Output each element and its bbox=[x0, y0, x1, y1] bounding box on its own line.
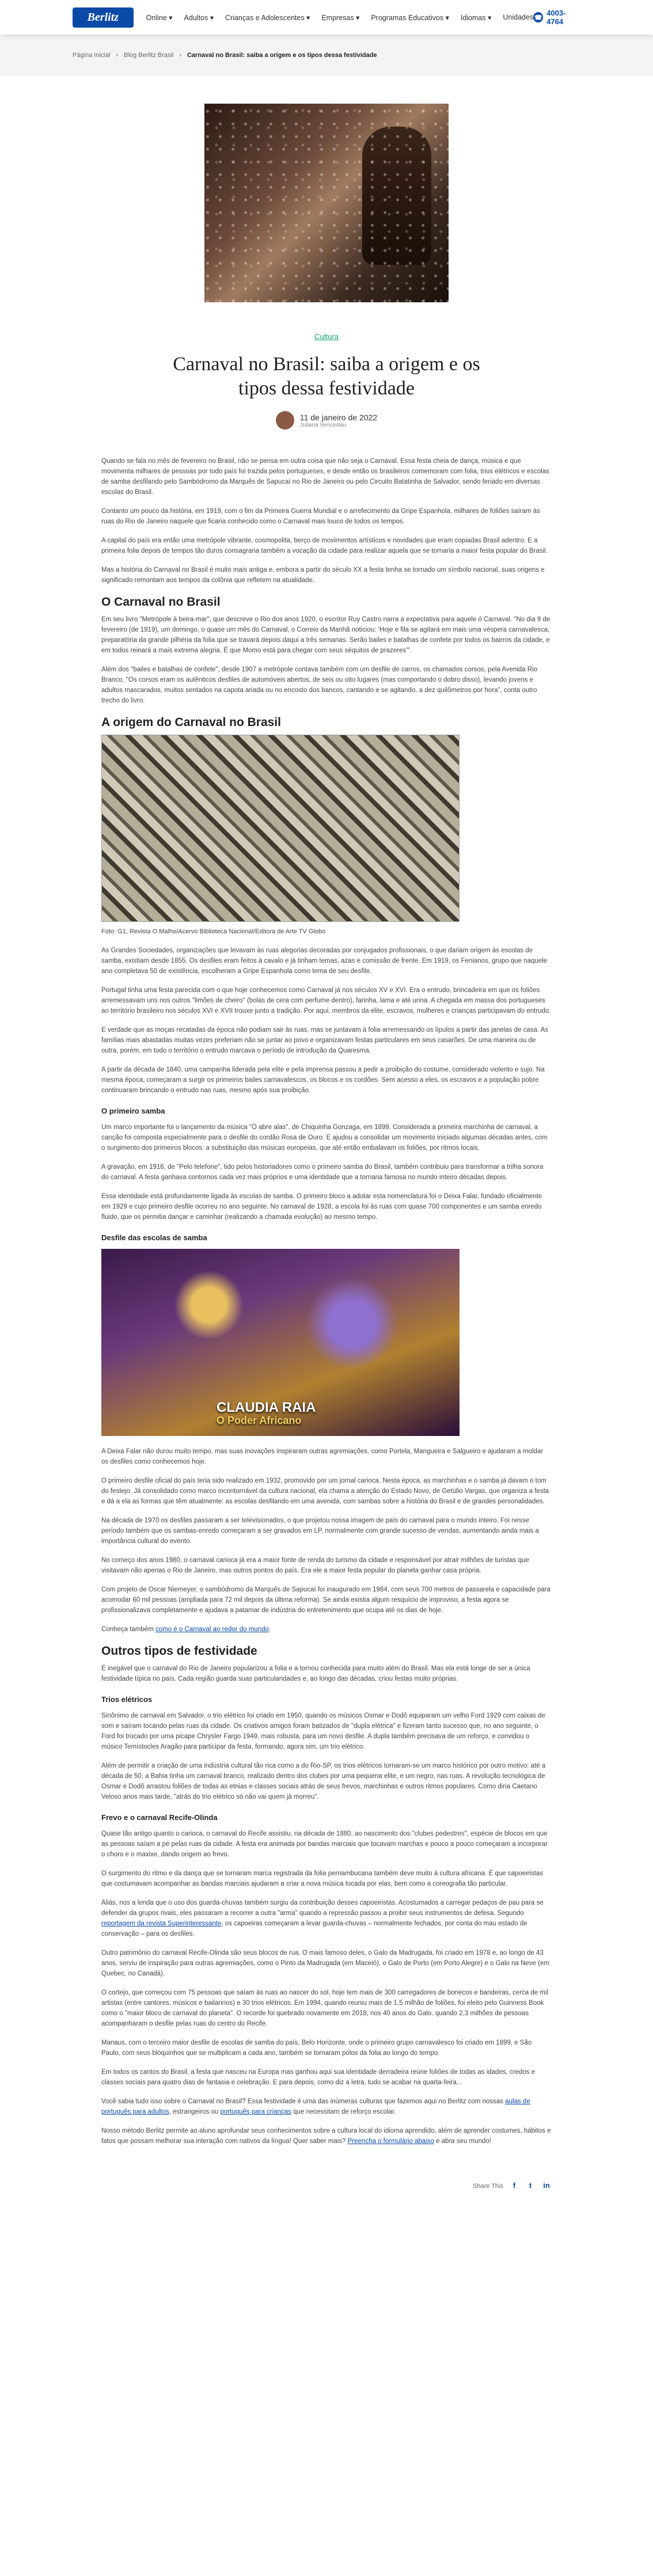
paragraph: Quase tão antigo quanto o carioca, o carnaval do Recife assistiu, na década de 1880, ao nascimento dos "clubes pedestres", espécie de blocos em que as pessoas saíam a pé pelas ruas da cidade. A festa era animada por bandas marciais que tocavam marchas e pouco a pouco começaram a incorporar o choro e o maxixe, dando origem ao frevo. bbox=[101, 1830, 548, 1858]
avatar bbox=[276, 411, 294, 430]
berlitz-logo[interactable]: Berlitz bbox=[73, 7, 134, 28]
share-bar bbox=[101, 2181, 552, 2191]
nav-criancas[interactable]: Crianças e Adolescentes ▾ bbox=[225, 13, 310, 22]
paragraph: Em todos os cantos do Brasil, a festa que nasceu na Europa mas ganhou aqui sua identidade derradeira reúne foliões de todas as idades, credos e classes sociais para quatro dias de fantasia e celebração. E para depois, como diz a letra, tudo se acabar na quarta-feira... bbox=[101, 2069, 536, 2086]
nav-unidades[interactable]: Unidades bbox=[503, 13, 534, 21]
text: e abra seu mundo! bbox=[434, 2138, 491, 2145]
paragraph: A Deixa Falar não durou muito tempo, mas suas inovações inspiraram outras agremiações, como Portela, Mangueira e Salgueiro e ajudaram a moldar os desfiles como conhecemos hoje. bbox=[101, 1448, 544, 1465]
form-link[interactable]: Preencha o formulário abaixo bbox=[347, 2138, 434, 2145]
linkedin-icon[interactable]: in bbox=[543, 2181, 550, 2190]
paragraph: Quando se fala no mês de fevereiro no Brasil, não se pensa em outra coisa que não seja o Carnaval. Essa festa cheia de dança, música e que movimenta milhares de pessoas por todo país foi trazida pelos portugueses, e desde então os brasileiros comemoram com folia, trios elétricos e escolas de samba desfilando pelo Sambódromo da Marquês de Sapucaí no Rio de Janeiro ou pelo Circuito Batatinha de Salvador, sendo feriado em diversas escolas do Brasil. bbox=[101, 458, 549, 496]
nav-idiomas[interactable]: Idiomas ▾ bbox=[460, 13, 492, 22]
paragraph: Além dos "bailes e batalhas de confete", desde 1907 a metrópole contava também com um desfile de carros, os chamados corsos, pela Avenida Rio Branco. "Os corsos eram os autênticos desfiles de automóveis abertos, de seis ou oito lugares (mas comportando o dobro disso), levando jovens e adultos mascarados, muitos sentados na capota ariada ou no encosto dos bancos, cantando e se agitando, a dez quilômetros por hora", conta outro trecho do livro. bbox=[101, 666, 538, 704]
share-label: Share This bbox=[473, 2183, 503, 2190]
paragraph: Manaus, com o terceiro maior desfile de escolas de samba do país, Belo Horizonte, onde o primeiro grupo carnavalesco foi criado em 1899, e São Paulo, com seus blóquinhos que se multiplicam a cada ano, também se tornaram pólos da folia ao longo do tempo. bbox=[101, 2039, 532, 2057]
text: Conheça também bbox=[101, 1626, 155, 1633]
section-heading: Outros tipos de festividade bbox=[101, 1644, 257, 1658]
article-body bbox=[101, 456, 552, 2146]
phone-icon: ☎ bbox=[533, 12, 543, 22]
phone-number: 4003-4764 bbox=[546, 9, 566, 26]
paragraph bbox=[101, 2096, 552, 2117]
breadcrumb-separator: › bbox=[116, 52, 119, 59]
breadcrumb-separator: › bbox=[179, 52, 181, 59]
paragraph: A capital do país era então uma metrópole vibrante, cosmopolita, berço de movimentos artísticos e novidades que eram copiadas Brasil adentro. E a primeira folia depois de tempos tão duros consagraria também a vocação da cidade para realizar aquela que se tornaria a maior festa popular do Brasil. bbox=[101, 537, 548, 554]
parade-photo bbox=[101, 1249, 460, 1436]
paragraph: A gravação, em 1916, de "Pelo telefone", tido pelos historiadores como o primeiro samba do Brasil, também contribuiu para transformar a trilha sonora do carnaval. A festa ganhava contornos cada vez mais próprios e uma identidade que a tornaria famosa no mundo inteiro décadas depois. bbox=[101, 1164, 544, 1181]
site-header bbox=[0, 0, 653, 35]
paragraph: O cortejo, que começou com 75 pessoas que saíam às ruas ao nascer do sol, hoje tem mais de 300 carregadores de bonecos e bandeiras, cerca de mil artistas (entre cantores, músicos e bailarinos) e 30 trios elétricos. Em 1994, quando reuniu mais de 1,5 milhão de foliões, foi eleito pelo Guinness Book como o "maior bloco de carnaval do planeta". O recorde foi quebrado novamente em 2018, nos 40 anos do Galo, quando 2,3 milhões de pessoas acompanharam o desfile pelas ruas do centro do Recife. bbox=[101, 1989, 549, 2027]
breadcrumb-home[interactable]: Página Inicial bbox=[73, 52, 111, 59]
main-nav bbox=[146, 13, 534, 22]
category-link[interactable]: Cultura bbox=[314, 332, 339, 341]
nav-empresas[interactable]: Empresas ▾ bbox=[321, 13, 360, 22]
paragraph bbox=[101, 1898, 552, 1939]
publish-date: 11 de janeiro de 2022 bbox=[299, 412, 378, 422]
text: , estrangeiros ou bbox=[169, 2108, 221, 2115]
text: que necessitam de reforço escolar. bbox=[291, 2108, 396, 2115]
paragraph: É inegável que o carnaval do Rio de Janeiro popularizou a folia e a tornou conhecida para muito além do Brasil. Mas ela está longe de ser a única festividade típica no país. Cada região guarda suas particularidades e, ao longo das décadas, criou festas muito próprias. bbox=[101, 1665, 530, 1682]
twitter-icon[interactable]: t bbox=[529, 2181, 532, 2190]
paragraph: Portugal tinha uma festa parecida com o que hoje conhecemos como Carnaval já nos séculos XV e XVI. Era o entrudo, brincadeira em que os foliões arremessavam uns nos outros "limões de cheiro" (bolas de cera com perfume dentro), farinha, lama e até urina. A chegada em massa dos portugueses ao território brasileiro nos séculos XVI e XVII trouxe junto a tradição. Por aqui, membros da elite, escravos, mulheres e crianças participavam do entrudo. bbox=[101, 987, 551, 1015]
paragraph: Contanto um pouco da história, em 1919, com o fim da Primeira Guerra Mundial e o arrefecimento da Gripe Espanhola, milhares de foliões saíram às ruas do Rio de Janeiro naquele que ficaria conhecido como o Carnaval mais louco de todos os tempos. bbox=[101, 508, 540, 525]
text: Você sabia tudo isso sobre o Carnaval no Brasil? Essa festividade é uma das inúmeras culturas que fazemos aqui no Berlitz com nossas bbox=[101, 2098, 506, 2105]
photo-overlay-title: CLAUDIA RAIA bbox=[217, 1400, 316, 1415]
superinteressante-link[interactable]: reportagem da revista Superinteressante bbox=[101, 1920, 222, 1927]
nav-online[interactable]: Online ▾ bbox=[146, 13, 173, 22]
page-title: Carnaval no Brasil: saiba a origem e os tipos dessa festividade bbox=[173, 354, 480, 399]
nav-programas[interactable]: Programas Educativos ▾ bbox=[371, 13, 449, 22]
subsection-heading: Trios elétricos bbox=[101, 1695, 153, 1704]
category bbox=[0, 332, 653, 341]
paragraph: Mas a história do Carnaval no Brasil é muito mais antiga e, embora a partir do século XX a festa tenha se tornado um símbolo nacional, suas origens e significado remontam aos tempos da colônia que refletem na atualidade. bbox=[101, 567, 545, 584]
historic-photo bbox=[101, 735, 460, 922]
breadcrumb bbox=[0, 35, 653, 76]
paragraph: O surgimento do ritmo e da dança que se tornaram marca registrada da folia pernambucana também deve muito à cultura africana. É que capoeiristas que costumavam acompanhar as bandas marciais ajudaram a criar a nova música tocada por elas, bem como a coreografia tão particular. bbox=[101, 1870, 544, 1887]
text: Aliás, nos a lenda que o uso dos guarda-chuvas também surgiu da contribuição desses capoeiristas. Acostumados a carregar pedaços de pau para se defender da grupos rivais, eles passaram a recorrer a outra "arma" quando a repressão passou a proibir seus instrumentos de defesa. Segundo bbox=[101, 1899, 544, 1917]
paragraph: Outro patrimônio do carnaval Recife-Olinda são seus blocos de rua. O mais famoso deles, o Galo da Madrugada, foi criado em 1978 e, ao longo de 43 anos, serviu de inspiração para outras agremiações, como o Pinto da Madrugada (em Maceió), o Galo de Porto (em Porto Alegre) e o Galo na Neve (em Quebec, no Canadá). bbox=[101, 1950, 549, 1977]
subsection-heading: O primeiro samba bbox=[101, 1107, 165, 1115]
paragraph: Essa identidade está profundamente ligada às escolas de samba. O primeiro bloco a adotar esta nomenclatura foi o Deixa Falar, fundado oficialmente em 1929 e cujo primeiro desfile ocorreu no ano seguinte. No carnaval de 1928, a escola foi às ruas com quase 700 componentes e um samba enredo fluido, que os permitia dançar e caminhar (realizando a chamada evolução) ao mesmo tempo. bbox=[101, 1193, 542, 1221]
paragraph: Com projeto de Oscar Niemeyer, o sambódromo da Marquês de Sapucaí foi inaugurado em 1984, com seus 700 metros de passarela e capacidade para acomodar 60 mil pessoas (ampliada para 72 mil depois da última reforma). Se ainda existia algum resquício de improviso, a festa agora se profissionalizava completamente e ajudava a patamar de indústria do entretenimento que ocupa até os dias de hoje. bbox=[101, 1586, 551, 1614]
subsection-heading: Desfile das escolas de samba bbox=[101, 1233, 207, 1242]
text: . bbox=[268, 1626, 271, 1633]
carnaval-world-link[interactable]: como é o Carnaval ao redor do mundo bbox=[155, 1626, 269, 1633]
paragraph: No começo dos anos 1980, o carnaval carioca já era a maior fonte de renda do turismo da cidade e responsável por atrair milhões de turistas que visitavam não apenas o Rio de Janeiro, mas outros pontos do país. Era ele a maior festa popular do planeta ganhar casa própria. bbox=[101, 1557, 529, 1574]
paragraph bbox=[101, 1624, 552, 1635]
text: , os capoeiras começaram a levar guarda-chuvas – normalmente fechados, por conta do mau estado de conservação – para os desfiles. bbox=[101, 1920, 527, 1937]
hero-figure bbox=[362, 127, 431, 265]
paragraph: Um marco importante foi o lançamento da música "Ó abre alas", de Chiquinha Gonzaga, em 1899. Considerada a primeira marchinha de carnaval, a canção foi composta especialmente para o desfile do cordão Rosa de Ouro. E ajudou a consolidar um movimento iniciado algumas décadas antes, com o surgimento dos primeiros blocos: a substituição das músicas europeias, que até então embalavam os foliões, por ritmos locais. bbox=[101, 1124, 548, 1152]
paragraph: Sinônimo de carnaval em Salvador, o trio elétrico foi criado em 1950, quando os músicos Osmar e Dodô equiparam um velho Ford 1929 com caixas de som e saíram tocando pelas ruas da cidade. Os criativos amigos foram batizados de "dupla elétrica" e fizeram tanto sucesso que, no ano seguinte, o Ford foi trocado por uma picape Chrysler Fargo 1949, mais robusta, para um novo desfile. A dupla também precisava de um reforço, e convidou o músico Temístocles Aragão para participar da festa, formando, agora sim, um trio elétrico. bbox=[101, 1712, 545, 1750]
section-heading: O Carnaval no Brasil bbox=[101, 595, 221, 609]
paragraph: O primeiro desfile oficial do país teria sido realizado em 1932, promovido por um jornal carioca. Nesta época, as marchinhas e o samba já davam o tom do festejo. Já consolidado como marco incontornável da cultura nacional, ela chama a atenção do Estado Novo, de Getúlio Vargas, que organiza a festa e dá a ela as formas que têm atualmente: as escolas desfilando em uma avenida, com sambas sobre a história do Brasil e de grandes personalidades. bbox=[101, 1477, 549, 1505]
subsection-heading: Frevo e o carnaval Recife-Olinda bbox=[101, 1813, 218, 1822]
text: Nosso método Berlitz permite ao aluno aprofundar seus conhecimentos sobre a cultura local do idioma aprendido, além de aprender costumes, hábitos e fatos que possam melhorar sua interação com nativos da língua! Quer saber mais? bbox=[101, 2127, 551, 2145]
author-name[interactable]: Juliana Venceslau bbox=[299, 421, 347, 428]
paragraph: A partir da década de 1840, uma campanha liderada pela elite e pela imprensa passou a pedir a proibição do costume, considerado violento e sujo. Na mesma época, começaram a surgir os primeiros bailes carnavalescos, os blocos e os cordões. Sem acesso a eles, os escravos e a população pobre continuaram brincando o entrudo nas ruas, mesmo após sua proibição. bbox=[101, 1066, 545, 1094]
phone-link[interactable] bbox=[533, 9, 580, 26]
paragraph bbox=[101, 2126, 552, 2146]
breadcrumb-blog[interactable]: Blog Berlitz Brasil bbox=[124, 52, 174, 59]
section-heading: A origem do Carnaval no Brasil bbox=[101, 716, 281, 729]
photo-caption: Foto: G1, Revista O Malho/Acervo Biblioteca Nacional/Editora de Arte TV Globo bbox=[101, 928, 326, 935]
article-meta bbox=[0, 411, 653, 430]
nav-adultos[interactable]: Adultos ▾ bbox=[184, 13, 214, 22]
paragraph: As Grandes Sociedades, organizações que levavam às ruas alegorias decoradas por conjugados profissionais, o que dariam origem às escolas de samba, existiam desde 1855. Os desfiles eram feitos à cavalo e já tinham temas, azas e comissão de frente. Em 1919, os Fenianos, grupo que naquele ano completava 50 de existência, escolheram a Gripe Espanhola como tema de seu desfile. bbox=[101, 947, 548, 975]
paragraph: Na década de 1970 os desfiles passaram a ser televisionados, o que projetou nossa imagem de país do carnaval para o mundo inteiro. Foi nesse período também que os sambas-enredo começaram a ser gravados em LP, normalmente com grande sucesso de vendas, aumentando ainda mais a importância cultural do evento. bbox=[101, 1517, 539, 1545]
hero-image bbox=[204, 104, 449, 302]
paragraph: Além de permitir a criação de uma indústria cultural tão rica como a do Rio-SP, os trios elétricos tornaram-se um marco histórico por outro motivo: até a década de 50, a Bahia tinha um carnaval branco, realizado dentro dos clubes por uma pequena elite, e um negro, nas ruas. A revolução tecnológica de Osmar e Dodô arrastou foliões de todas as etnias e classes sociais atrás de seus frevos, marchinhas e outros ritmos populares. Como diria Caetano Veloso anos mais tarde, "atrás do trio elétrico só não vai quem já morreu". bbox=[101, 1762, 546, 1800]
portuguese-adults-link[interactable]: aulas de português para adultos bbox=[101, 2098, 530, 2115]
facebook-icon[interactable]: f bbox=[512, 2181, 516, 2190]
portuguese-kids-link[interactable]: português para crianças bbox=[220, 2108, 291, 2115]
paragraph: Em seu livro "Metrópole à beira-mar", que descreve o Rio dos anos 1920, o escritor Ruy Castro narra a expectativa para aquele ó Carnaval. "No dia 9 de fevereiro (de 1919), um domingo, o quase um mês do Carnaval, o Correio da Manhã noticiou: 'Hoje e fila se agitará em mais uma véspera carnavalesca, preparatória da grande pilhéria da folia que se travará depois daqui a três semanas. Serão bailes e batalhas de confete por todos os bairros da cidade, e em todos reinará a mais extrema alegria. É que Momo está para chegar com seus séquitos de prazeres'". bbox=[101, 616, 551, 654]
photo-overlay-subtitle: O Poder Africano bbox=[217, 1415, 302, 1426]
paragraph: E verdade que as moças recatadas da época não podiam sair às ruas, mas se juntavam à folia arremessando os lípulos a partir das janelas de casa. As famílias mais abastadas muitas vezes preferiam não se juntar ao povo e organizavam festas particulares em seus casarões. De uma maneira ou de outra, porém, em todo o território o entrudo marcava o período de introdução da Quaresma. bbox=[101, 1027, 549, 1054]
breadcrumb-current: Carnaval no Brasil: saiba a origem e os tipos dessa festividade bbox=[187, 52, 377, 59]
